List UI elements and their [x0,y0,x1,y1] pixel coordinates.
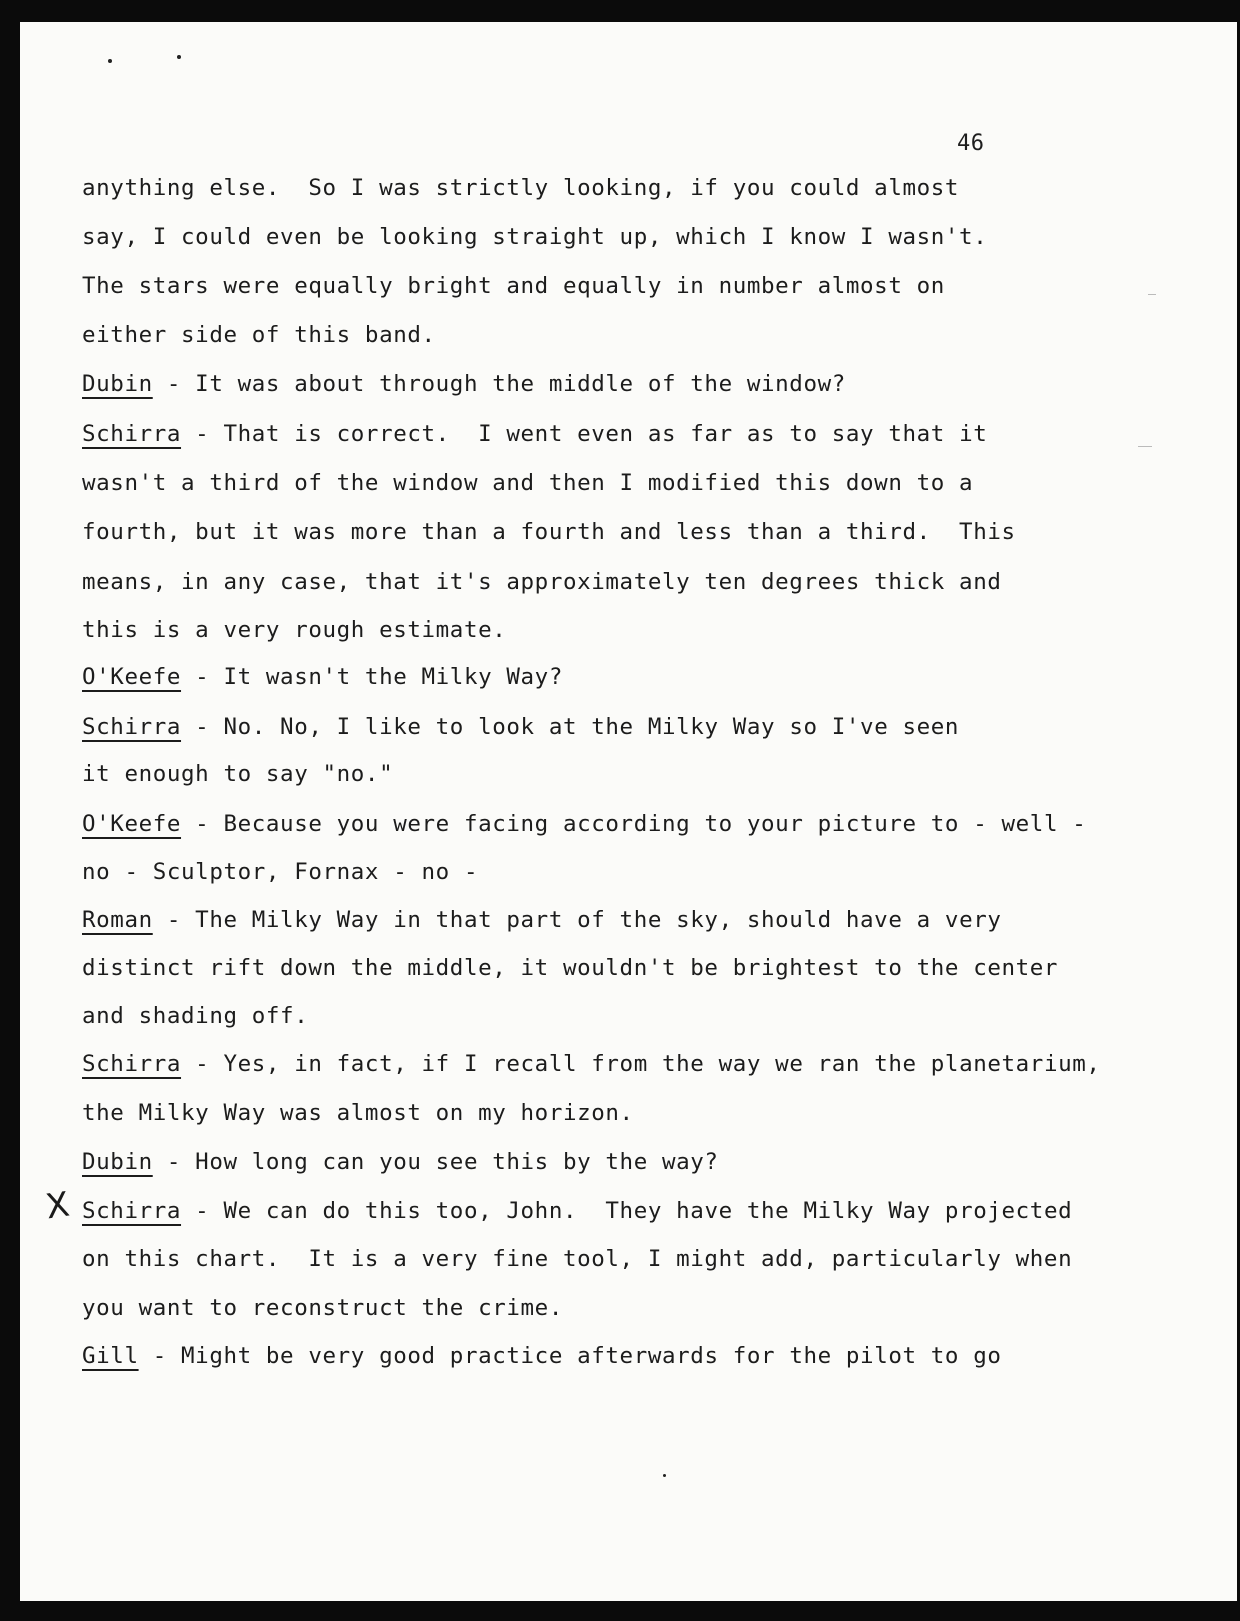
line-text: - That is correct. I went even as far as to say that it [181,421,988,447]
line-text: no - Sculptor, Fornax - no - [82,859,479,885]
line-text: - Because you were facing according to your picture to - well - [181,811,1087,837]
line-text: fourth, but it was more than a fourth and less than a third. This [82,519,1016,545]
line-text: on this chart. It is a very fine tool, I might add, particularly when [82,1246,1073,1272]
line-text: you want to reconstruct the crime. [82,1295,563,1321]
speaker-name: Schirra [82,714,182,740]
text-line [82,1245,1072,1273]
dialogue-line [82,810,1086,838]
speaker-name: O'Keefe [82,811,182,837]
text-line [82,518,1016,546]
speaker-name: Dubin [82,1149,153,1175]
dialogue-line [82,1050,1101,1078]
speaker-name: Schirra [82,1198,182,1224]
line-text: - We can do this too, John. They have the Milky Way projected [181,1198,1073,1224]
line-text: distinct rift down the middle, it wouldn't be brightest to the center [82,955,1059,981]
dialogue-line [82,663,563,691]
line-text: and shading off. [82,1003,309,1029]
text-line [82,858,478,886]
text-line [82,1099,634,1127]
dialogue-line [82,420,987,448]
speaker-name: Schirra [82,1051,182,1077]
paper-speck [1138,446,1152,447]
text-line [82,568,1002,596]
speaker-name: Roman [82,907,153,933]
line-text: this is a very rough estimate. [82,617,507,643]
dialogue-line [82,713,959,741]
text-line [82,760,393,788]
dialogue-line [82,1197,1072,1225]
text-line [82,174,959,202]
line-text: - No. No, I like to look at the Milky Way so I've seen [181,714,960,740]
dialogue-line [82,906,1002,934]
line-text: means, in any case, that it's approximately ten degrees thick and [82,569,1002,595]
text-line [82,954,1058,982]
line-text: it enough to say "no." [82,761,394,787]
text-line [82,272,945,300]
speaker-name: Dubin [82,371,153,397]
dialogue-line [82,1342,1002,1370]
line-text: - The Milky Way in that part of the sky, should have a very [152,907,1002,933]
line-text: anything else. So I was strictly looking, if you could almost [82,175,960,201]
text-line [82,321,436,349]
text-line [82,469,973,497]
text-line [82,1002,308,1030]
line-text: - It wasn't the Milky Way? [181,664,563,690]
ink-dot [663,1474,666,1477]
text-line [82,616,506,644]
line-text: - Yes, in fact, if I recall from the way we ran the planetarium, [181,1051,1101,1077]
handwritten-margin-mark: X [43,1184,72,1228]
speaker-name: O'Keefe [82,664,182,690]
line-text: - How long can you see this by the way? [152,1149,719,1175]
line-text: either side of this band. [82,322,436,348]
line-text: - Might be very good practice afterwards for the pilot to go [138,1343,1002,1369]
line-text: wasn't a third of the window and then I modified this down to a [82,470,974,496]
ink-dot [177,55,181,59]
line-text: - It was about through the middle of the window? [152,371,846,397]
text-line [82,1294,563,1322]
page-number: 46 [957,131,985,156]
line-text: say, I could even be looking straight up, which I know I wasn't. [82,224,988,250]
line-text: the Milky Way was almost on my horizon. [82,1100,634,1126]
text-line [82,223,987,251]
speaker-name: Gill [82,1343,139,1369]
ink-dot [108,59,112,63]
dialogue-line [82,370,846,398]
dialogue-line [82,1148,719,1176]
speaker-name: Schirra [82,421,182,447]
line-text: The stars were equally bright and equally in number almost on [82,273,945,299]
paper-speck [1148,294,1156,295]
